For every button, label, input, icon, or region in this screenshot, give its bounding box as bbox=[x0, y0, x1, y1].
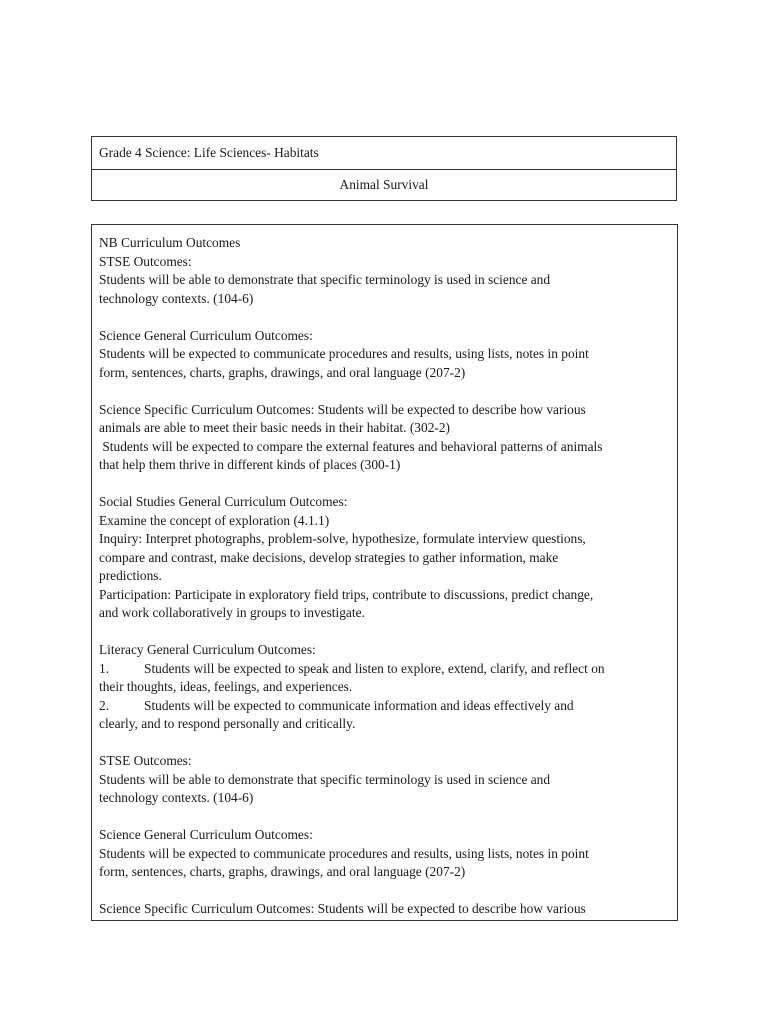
text-line: Students will be expected to communicate procedures and results, using lists, notes in point bbox=[99, 845, 589, 861]
text-line: Participation: Participate in exploratory field trips, contribute to discussions, predict change, bbox=[99, 586, 594, 602]
text-line: form, sentences, charts, graphs, drawings, and oral language (207-2) bbox=[99, 864, 466, 879]
text-line: Students will be able to demonstrate that specific terminology is used in science and bbox=[99, 272, 551, 287]
text-line: form, sentences, charts, graphs, drawings, and oral language (207-2) bbox=[99, 364, 466, 380]
list-number: 1. bbox=[99, 660, 110, 676]
list-item-text: Students will be expected to speak and listen to explore, extend, clarify, and reflect on bbox=[144, 660, 605, 676]
lesson-title: Animal Survival bbox=[339, 177, 429, 192]
lesson-title-row bbox=[92, 170, 676, 200]
subheading: Social Studies General Curriculum Outcomes: bbox=[99, 494, 348, 509]
text-line: clearly, and to respond personally and critically. bbox=[99, 716, 356, 731]
text-line: and work collaboratively in groups to investigate. bbox=[99, 605, 365, 620]
curriculum-outcomes-box bbox=[91, 224, 678, 921]
subheading: STSE Outcomes: bbox=[99, 253, 192, 269]
text-line: Inquiry: Interpret photographs, problem-solve, hypothesize, formulate interview questions, bbox=[99, 531, 586, 546]
text-line: Examine the concept of exploration (4.1.1) bbox=[99, 512, 330, 528]
text-line: technology contexts. (104-6) bbox=[99, 790, 254, 805]
list-item-text: Students will be expected to communicate information and ideas effectively and bbox=[144, 697, 574, 713]
text-line: animals are able to meet their basic needs in their habitat. (302-2) bbox=[99, 420, 451, 435]
subheading: Science General Curriculum Outcomes: bbox=[99, 327, 313, 343]
section-heading: NB Curriculum Outcomes bbox=[99, 235, 241, 250]
text-line: that help them thrive in different kinds of places (300-1) bbox=[99, 457, 401, 472]
course-title: Grade 4 Science: Life Sciences- Habitats bbox=[99, 145, 319, 160]
text-line: compare and contrast, make decisions, develop strategies to gather information, make bbox=[99, 549, 559, 565]
course-title-row bbox=[92, 137, 676, 170]
list-item bbox=[99, 660, 670, 679]
text-line: Students will be able to demonstrate that specific terminology is used in science and bbox=[99, 771, 551, 787]
text-line: Science Specific Curriculum Outcomes: Students will be expected to describe how various bbox=[99, 901, 586, 916]
subheading: STSE Outcomes: bbox=[99, 753, 192, 768]
text-line: their thoughts, ideas, feelings, and experiences. bbox=[99, 679, 353, 694]
text-line: predictions. bbox=[99, 568, 162, 583]
text-line: Students will be expected to compare the external features and behavioral patterns of animals bbox=[99, 438, 603, 454]
header-table bbox=[91, 136, 677, 201]
list-item bbox=[99, 697, 670, 716]
text-line: Students will be expected to communicate procedures and results, using lists, notes in point bbox=[99, 346, 589, 361]
subheading: Science General Curriculum Outcomes: bbox=[99, 827, 313, 842]
text-line: technology contexts. (104-6) bbox=[99, 290, 254, 306]
list-number: 2. bbox=[99, 697, 110, 713]
subheading: Literacy General Curriculum Outcomes: bbox=[99, 642, 316, 657]
text-line: Science Specific Curriculum Outcomes: Students will be expected to describe how various bbox=[99, 401, 586, 417]
